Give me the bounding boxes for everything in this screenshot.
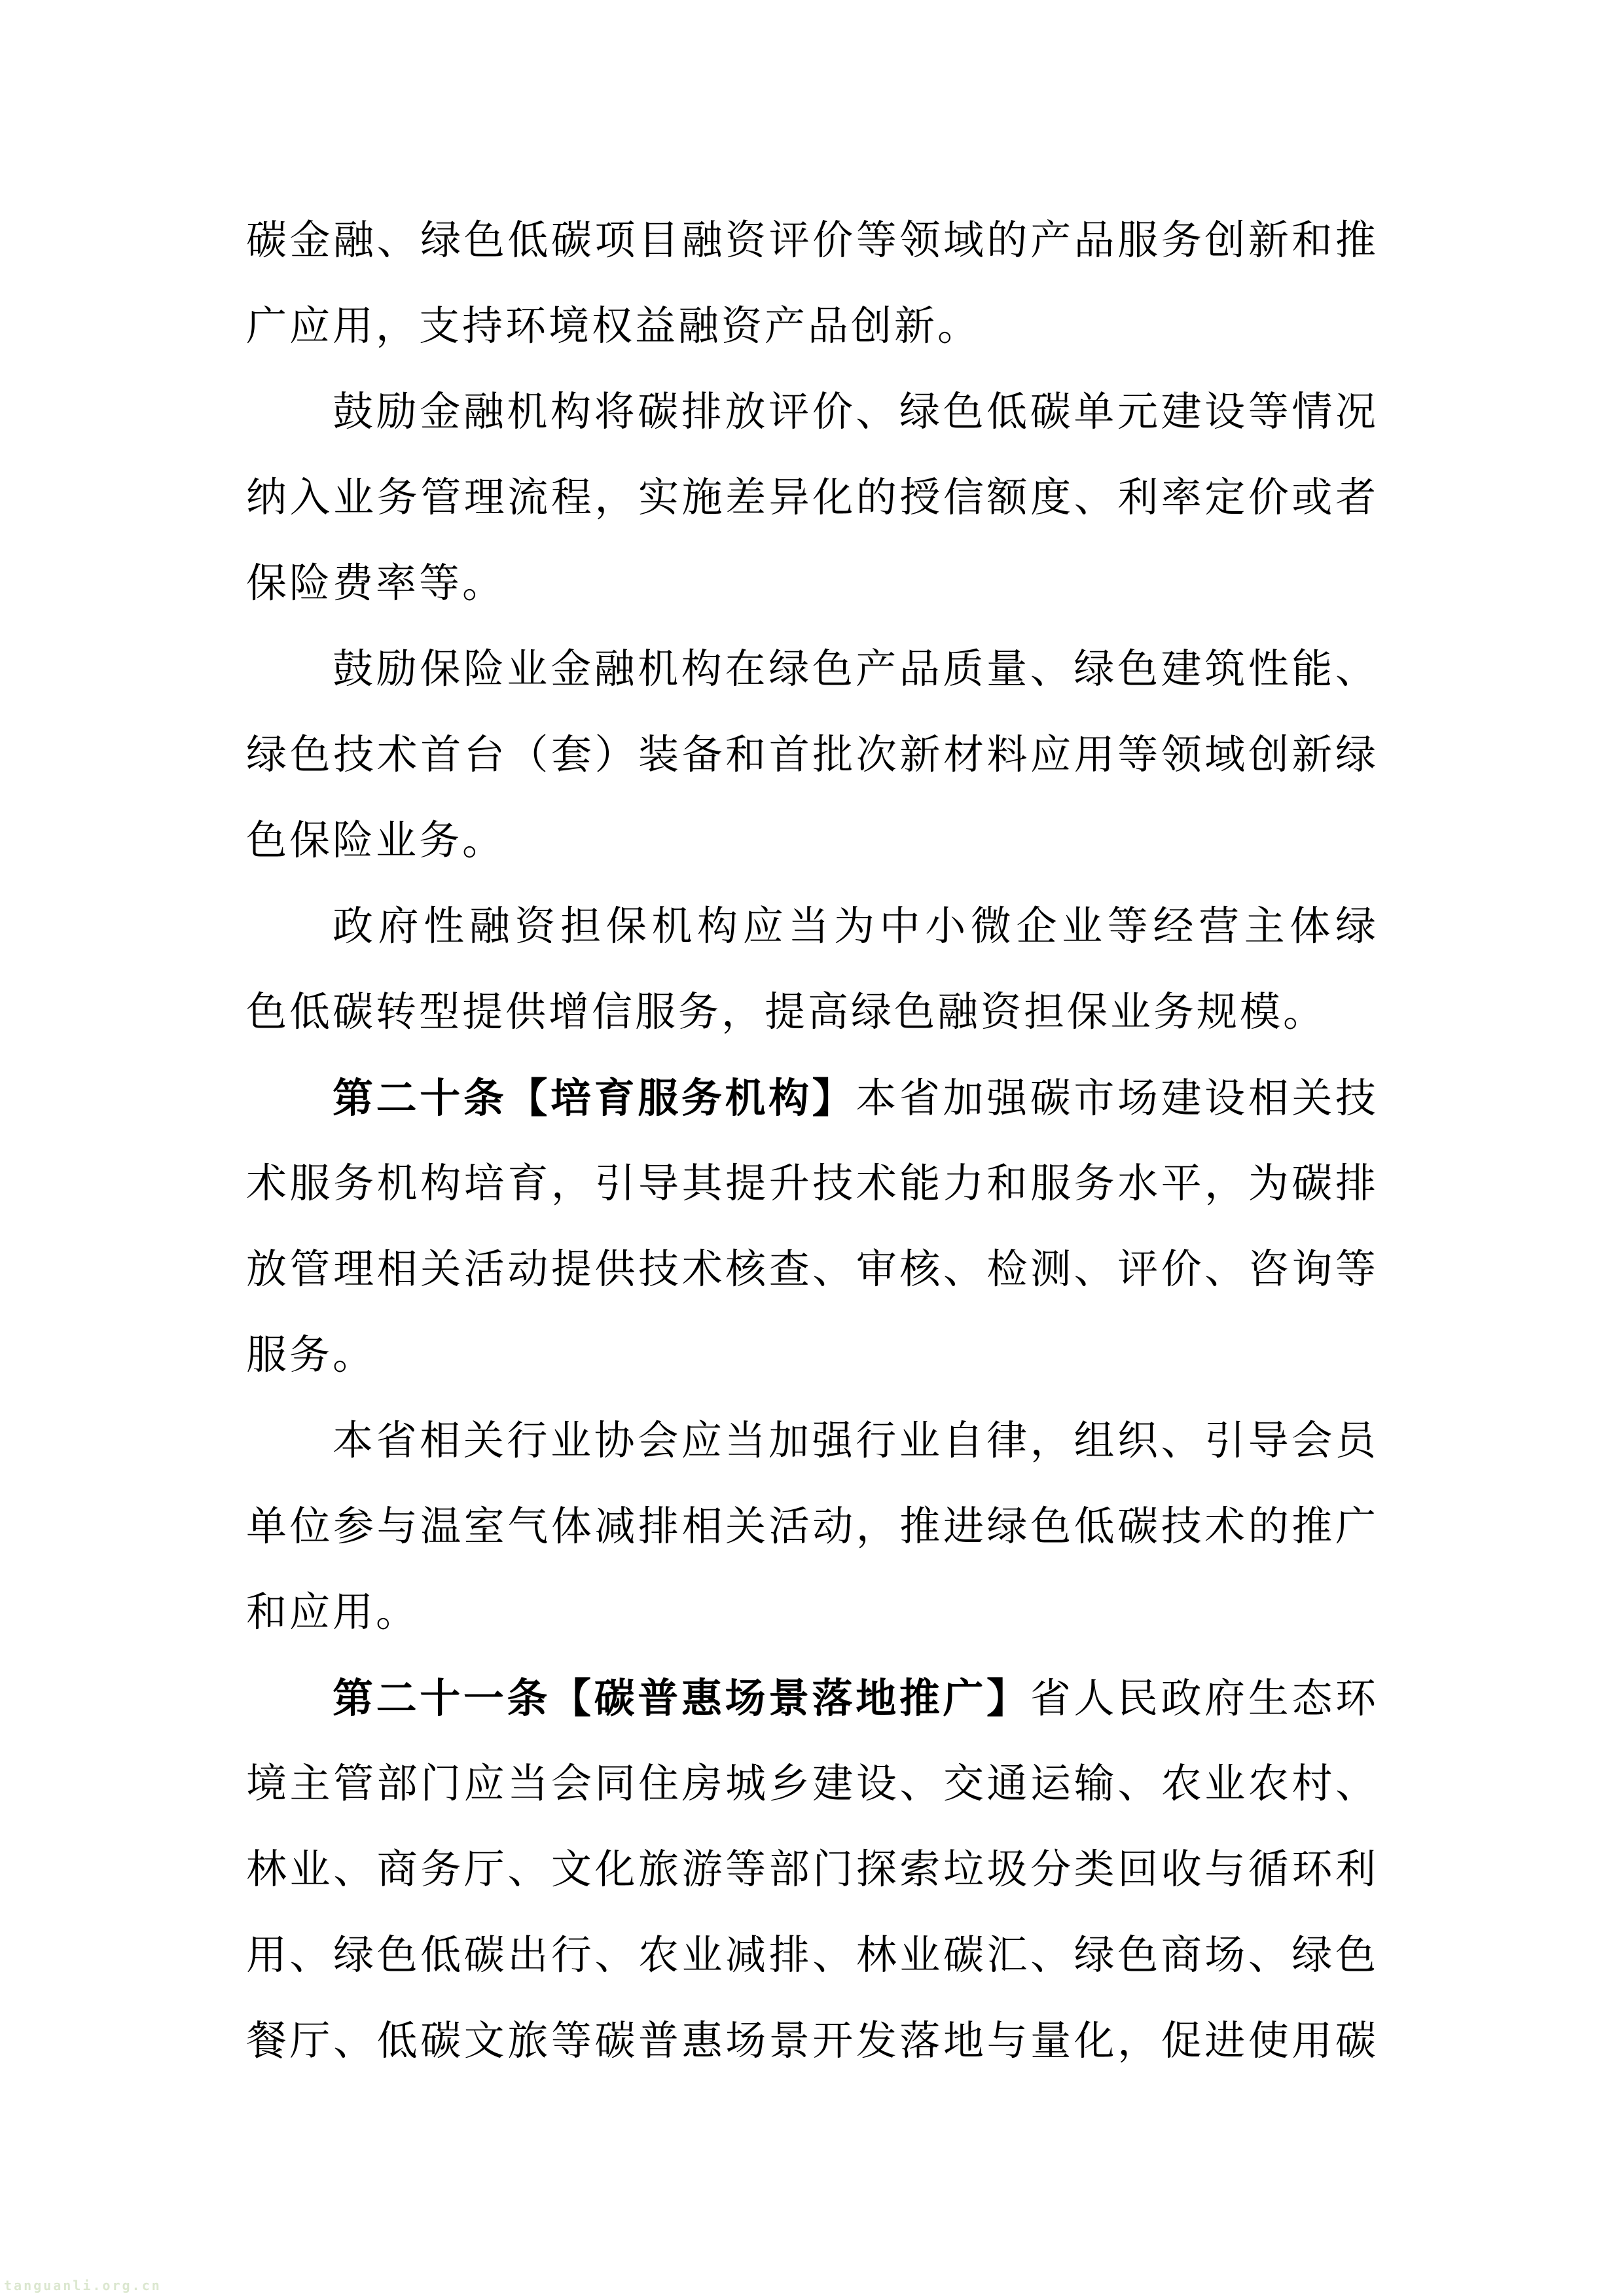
article-heading: 第二十一条【碳普惠场景落地推广】	[333, 1676, 1030, 1721]
text-line	[246, 1913, 1376, 1999]
paragraph	[246, 627, 1376, 884]
paragraph	[246, 370, 1376, 627]
text-line	[246, 970, 1376, 1056]
text-run: 本省加强碳市场建设相关技	[856, 1077, 1376, 1121]
text-run: 林业、商务厅、文化旅游等部门探索垃圾分类回收与循环利	[246, 1848, 1376, 1892]
document-text	[246, 198, 1376, 2085]
text-line	[246, 1999, 1376, 2085]
text-line	[246, 541, 1376, 627]
text-run: 纳入业务管理流程，实施差异化的授信额度、利率定价或者	[246, 476, 1376, 520]
text-run: 术服务机构培育，引导其提升技术能力和服务水平，为碳排	[246, 1162, 1376, 1206]
text-line	[246, 1656, 1376, 1742]
article-heading: 第二十条【培育服务机构】	[333, 1076, 856, 1121]
text-run: 鼓励保险业金融机构在绿色产品质量、绿色建筑性能、	[333, 647, 1376, 692]
text-run: 单位参与温室气体减排相关活动，推进绿色低碳技术的推广	[246, 1505, 1376, 1549]
text-line	[246, 884, 1376, 970]
text-line	[246, 1313, 1376, 1399]
text-run: 政府性融资担保机构应当为中小微企业等经营主体绿	[333, 905, 1376, 949]
watermark: tanguanli.org.cn	[4, 2278, 162, 2293]
text-line	[246, 1399, 1376, 1484]
text-run: 省人民政府生态环	[1030, 1677, 1376, 1721]
paragraph	[246, 1056, 1376, 1399]
text-line	[246, 713, 1376, 798]
text-run: 色保险业务。	[246, 819, 506, 863]
text-line	[246, 1484, 1376, 1570]
text-run: 广应用，支持环境权益融资产品创新。	[246, 304, 981, 349]
paragraph	[246, 198, 1376, 370]
paragraph	[246, 1399, 1376, 1656]
text-line	[246, 627, 1376, 713]
text-run: 绿色技术首台（套）装备和首批次新材料应用等领域创新绿	[246, 733, 1376, 778]
text-line	[246, 1827, 1376, 1913]
text-run: 放管理相关活动提供技术核查、审核、检测、评价、咨询等	[246, 1247, 1376, 1292]
text-line	[246, 1056, 1376, 1141]
text-run: 和应用。	[246, 1590, 420, 1635]
text-run: 鼓励金融机构将碳排放评价、绿色低碳单元建设等情况	[333, 390, 1376, 435]
text-line	[246, 798, 1376, 884]
text-line	[246, 456, 1376, 541]
text-line	[246, 1742, 1376, 1827]
text-run: 餐厅、低碳文旅等碳普惠场景开发落地与量化，促进使用碳	[246, 2019, 1376, 2064]
text-run: 碳金融、绿色低碳项目融资评价等领域的产品服务创新和推	[246, 219, 1376, 263]
text-line	[246, 198, 1376, 284]
paragraph	[246, 1656, 1376, 2085]
text-run: 保险费率等。	[246, 562, 506, 606]
text-line	[246, 1227, 1376, 1313]
text-line	[246, 284, 1376, 370]
text-line	[246, 1570, 1376, 1656]
text-run: 境主管部门应当会同住房城乡建设、交通运输、农业农村、	[246, 1762, 1376, 1806]
text-line	[246, 1141, 1376, 1227]
text-run: 用、绿色低碳出行、农业减排、林业碳汇、绿色商场、绿色	[246, 1933, 1376, 1978]
text-run: 色低碳转型提供增信服务，提高绿色融资担保业务规模。	[246, 990, 1327, 1035]
paragraph	[246, 884, 1376, 1056]
text-run: 服务。	[246, 1333, 376, 1378]
text-run: 本省相关行业协会应当加强行业自律，组织、引导会员	[333, 1419, 1376, 1463]
text-line	[246, 370, 1376, 456]
